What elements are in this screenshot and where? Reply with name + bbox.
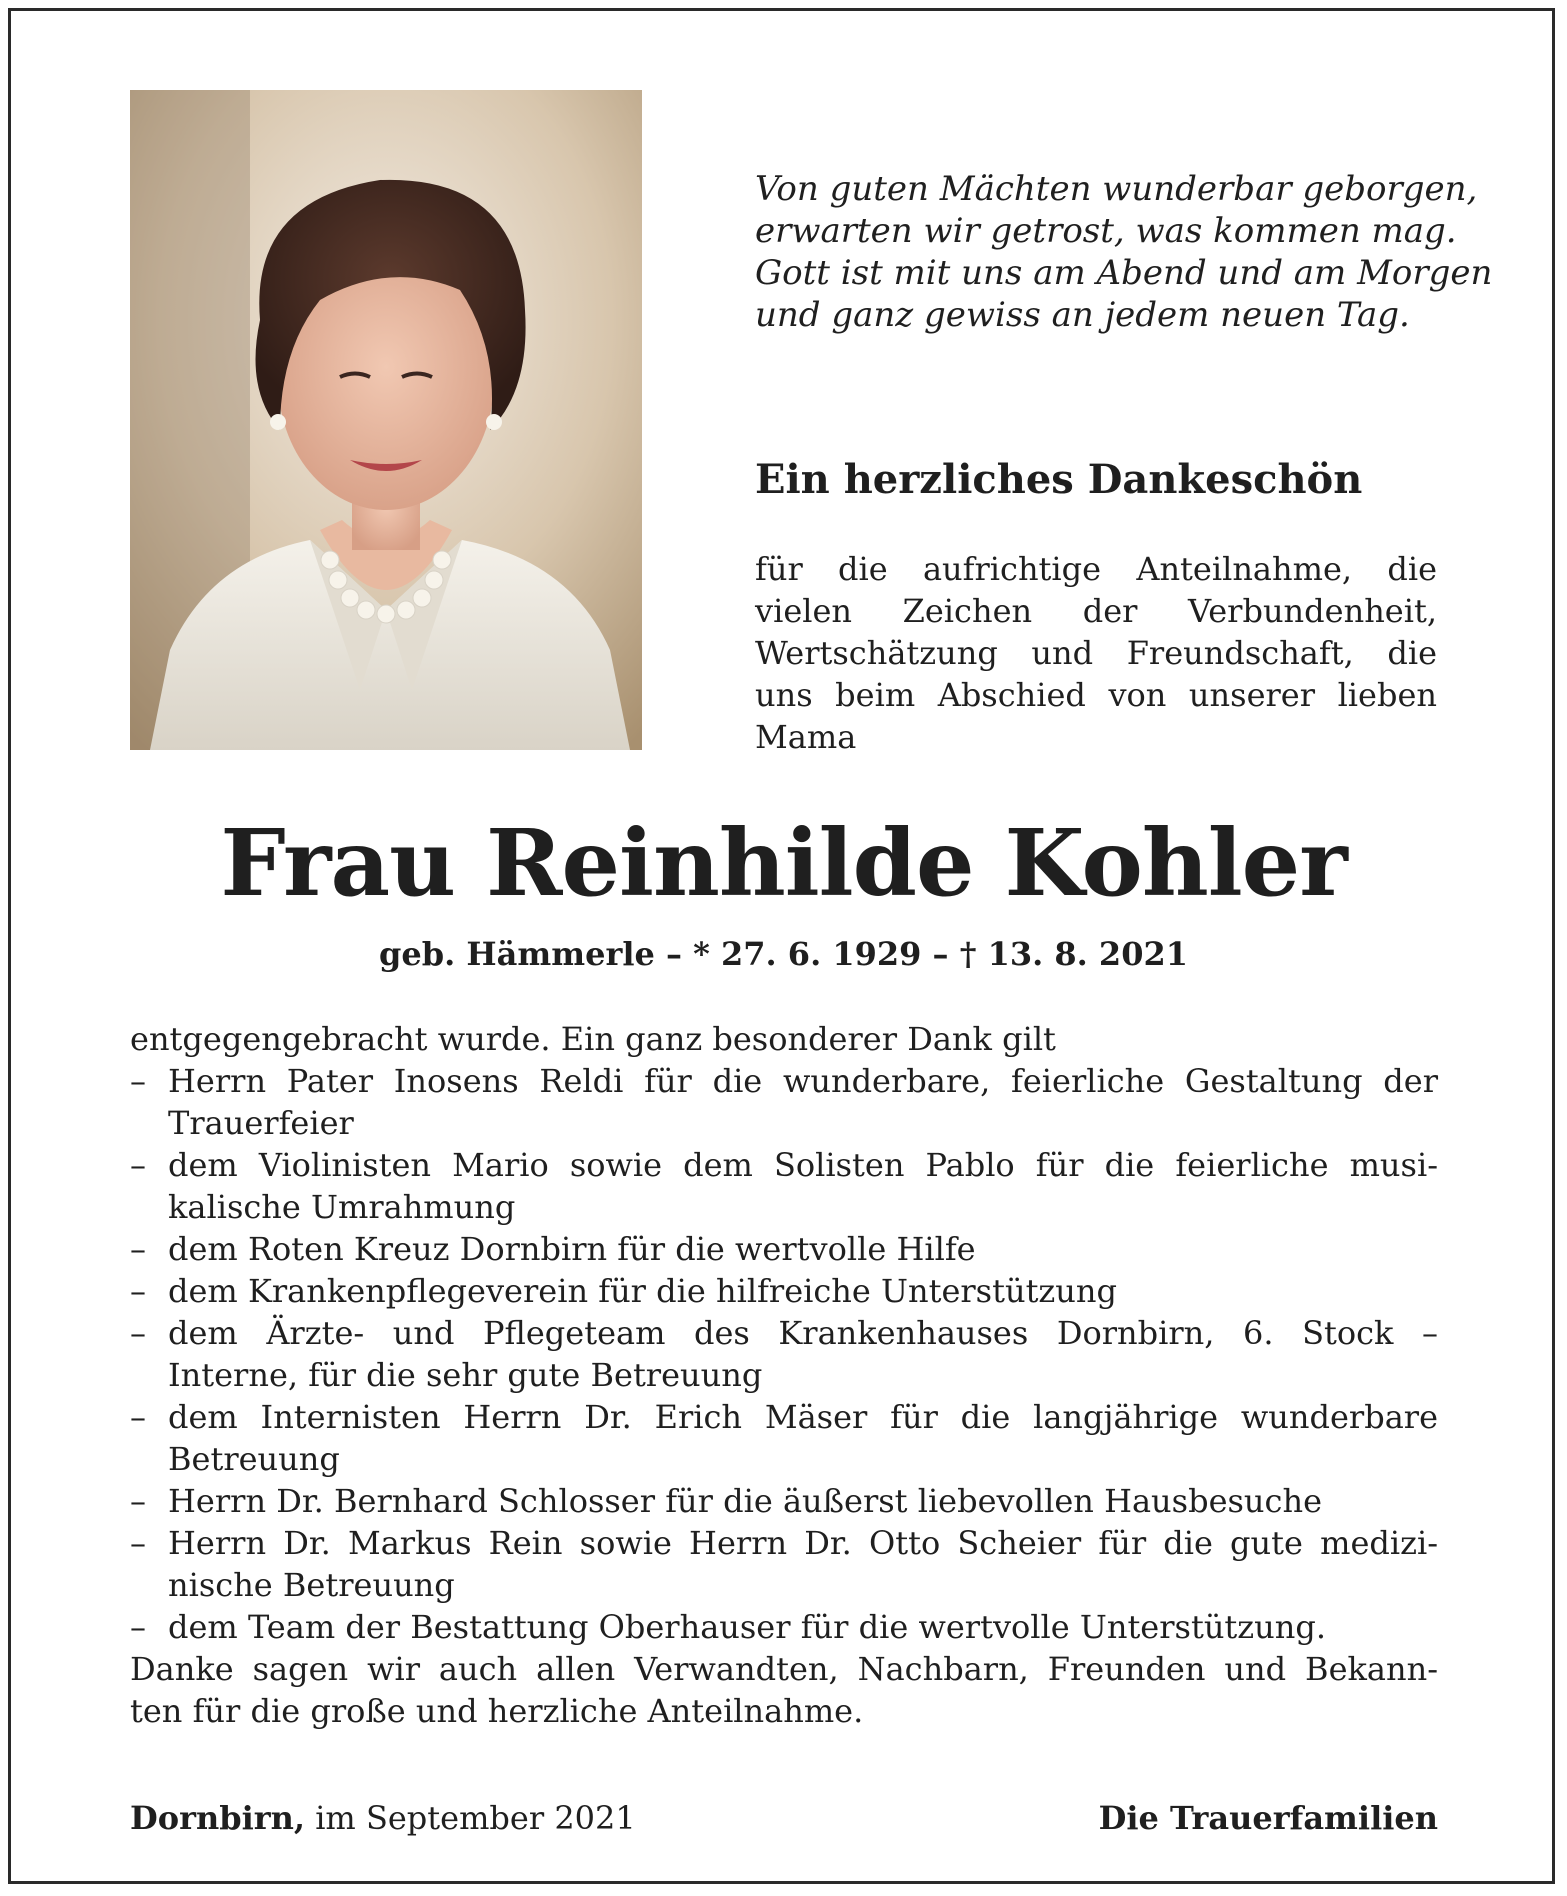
closing-line: Danke sagen wir auch allen Verwandten, Nachbarn, Freunden und Bekann- xyxy=(130,1650,1438,1688)
thanks-heading: Ein herzliches Dankeschön xyxy=(755,456,1363,503)
thanks-line: Wertschätzung und Freundschaft, die xyxy=(755,634,1437,672)
list-item xyxy=(130,1480,1438,1522)
dash-bullet: – xyxy=(130,1272,146,1310)
list-item-line: Herrn Dr. Markus Rein sowie Herrn Dr. Otto Scheier für die gute medizi- xyxy=(168,1524,1438,1562)
dash-bullet: – xyxy=(130,1608,146,1646)
list-item-line: dem Ärzte- und Pflegeteam des Krankenhauses Dornbirn, 6. Stock – xyxy=(168,1314,1438,1352)
thanks-line: uns beim Abschied von unserer lieben xyxy=(755,676,1437,714)
list-item-line: dem Krankenpflegeverein für die hilfreiche Unterstützung xyxy=(168,1272,1117,1310)
list-item-line: Trauerfeier xyxy=(168,1104,354,1142)
quote-line: und ganz gewiss an jedem neuen Tag. xyxy=(755,295,1410,335)
list-item xyxy=(130,1270,1438,1312)
list-item-line: dem Team der Bestattung Oberhauser für die wertvolle Unterstützung. xyxy=(168,1608,1327,1646)
quote-line: Von guten Mächten wunderbar geborgen, xyxy=(755,169,1478,209)
portrait-photo xyxy=(130,90,642,750)
list-item-line: nische Betreuung xyxy=(168,1566,455,1604)
dash-bullet: – xyxy=(130,1398,146,1436)
footer-place: Dornbirn, xyxy=(130,1799,306,1837)
dash-bullet: – xyxy=(130,1062,146,1100)
portrait-illustration xyxy=(130,90,642,750)
list-item xyxy=(130,1144,1438,1228)
thanks-paragraph xyxy=(755,548,1437,758)
dash-bullet: – xyxy=(130,1146,146,1184)
list-item-line: dem Violinisten Mario sowie dem Solisten Pablo für die feierliche musi- xyxy=(168,1146,1438,1184)
thanks-line: Mama xyxy=(755,718,857,756)
list-item-line: Herrn Dr. Bernhard Schlosser für die äußerst liebevollen Hausbesuche xyxy=(168,1482,1322,1520)
birth-death-line: geb. Hämmerle – * 27. 6. 1929 – † 13. 8. 2021 xyxy=(379,935,1188,973)
list-item xyxy=(130,1522,1438,1606)
thanks-list-section xyxy=(130,1018,1438,1732)
list-item-line: dem Internisten Herrn Dr. Erich Mäser für die langjährige wunderbare xyxy=(168,1398,1438,1436)
list-item-line: dem Roten Kreuz Dornbirn für die wertvolle Hilfe xyxy=(168,1230,976,1268)
list-item-line: Herrn Pater Inosens Reldi für die wunderbare, feierliche Gestaltung der xyxy=(168,1062,1438,1100)
list-item-line: Interne, für die sehr gute Betreuung xyxy=(168,1356,763,1394)
list-item xyxy=(130,1060,1438,1144)
closing-line: ten für die große und herzliche Anteilnahme. xyxy=(130,1692,864,1730)
list-item-line: Betreuung xyxy=(168,1440,340,1478)
notice-footer xyxy=(130,1796,1438,1840)
quote-line: Gott ist mit uns am Abend und am Morgen xyxy=(755,253,1493,293)
dash-bullet: – xyxy=(130,1314,146,1352)
dash-bullet: – xyxy=(130,1482,146,1520)
list-item xyxy=(130,1606,1438,1648)
list-item xyxy=(130,1396,1438,1480)
list-item-line: kalische Umrahmung xyxy=(168,1188,516,1226)
intro-line: entgegengebracht wurde. Ein ganz besonderer Dank gilt xyxy=(130,1020,1056,1058)
thanks-line: für die aufrichtige Anteilnahme, die xyxy=(755,550,1437,588)
footer-date: im September 2021 xyxy=(305,1799,636,1837)
quote-line: erwarten wir getrost, was kommen mag. xyxy=(755,211,1457,251)
list-item xyxy=(130,1228,1438,1270)
deceased-name: Frau Reinhilde Kohler xyxy=(220,809,1347,917)
dash-bullet: – xyxy=(130,1230,146,1268)
list-item xyxy=(130,1312,1438,1396)
thanks-line: vielen Zeichen der Verbundenheit, xyxy=(755,592,1437,630)
footer-signature: Die Trauerfamilien xyxy=(1098,1799,1438,1837)
poem-quote xyxy=(755,168,1493,336)
dash-bullet: – xyxy=(130,1524,146,1562)
